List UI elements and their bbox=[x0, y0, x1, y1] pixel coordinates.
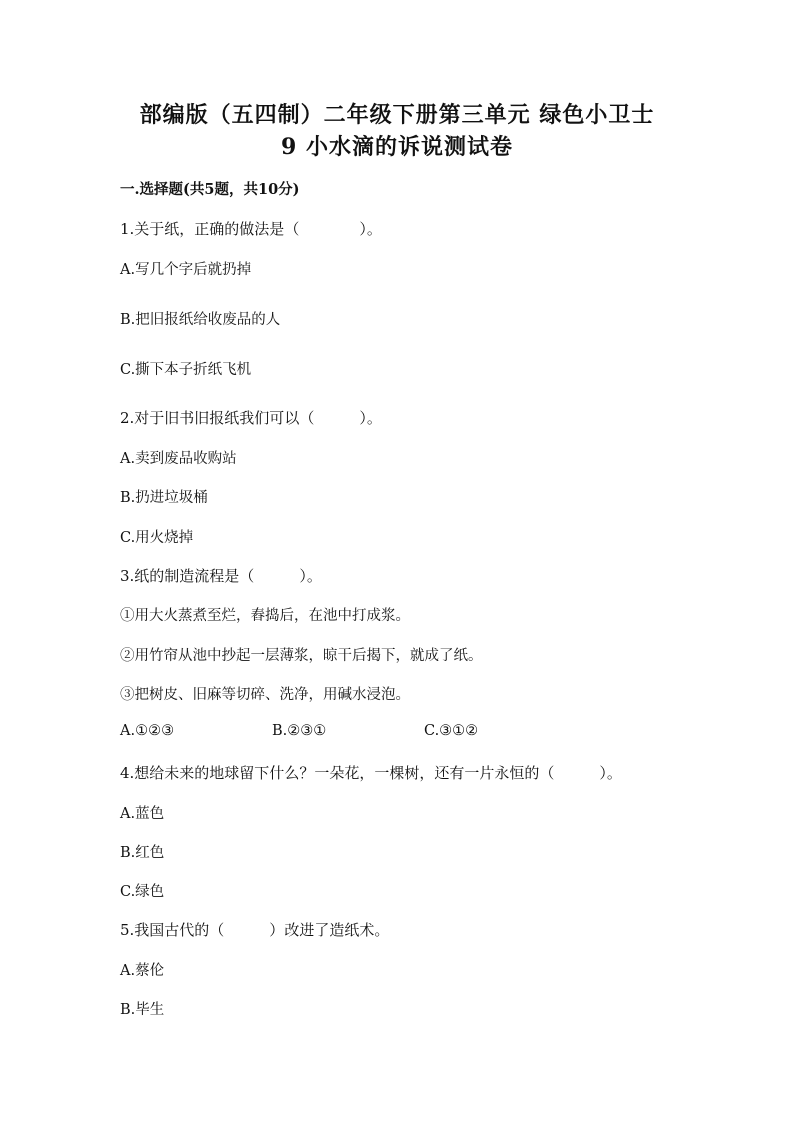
question-4-option-a[interactable]: A.蓝色 bbox=[120, 806, 165, 822]
question-4-stem: 4.想给未来的地球留下什么？一朵花，一棵树，还有一片永恒的（ ）。 bbox=[120, 764, 622, 782]
question-3-option-a[interactable]: A.①②③ bbox=[120, 723, 175, 739]
section-heading: 一.选择题(共5题，共10分) bbox=[120, 181, 300, 198]
question-2-option-a[interactable]: A.卖到废品收购站 bbox=[120, 451, 237, 467]
question-3-option-b[interactable]: B.②③① bbox=[272, 723, 327, 739]
exam-title: 部编版（五四制）二年级下册第三单元 绿色小卫士 bbox=[139, 102, 655, 128]
question-1-option-c[interactable]: C.撕下本子折纸飞机 bbox=[120, 362, 252, 378]
question-4-option-c[interactable]: C.绿色 bbox=[120, 884, 165, 900]
question-5-option-b[interactable]: B.毕生 bbox=[120, 1002, 165, 1018]
question-3-step-2: ②用竹帘从池中抄起一层薄浆，晾干后揭下，就成了纸。 bbox=[120, 648, 483, 664]
question-3-step-1: ①用大火蒸煮至烂，舂捣后，在池中打成浆。 bbox=[120, 608, 410, 624]
question-4-option-b[interactable]: B.红色 bbox=[120, 845, 165, 861]
question-3-option-c[interactable]: C.③①② bbox=[424, 723, 479, 739]
question-2-option-b[interactable]: B.扔进垃圾桶 bbox=[120, 490, 208, 506]
question-3-step-3: ③把树皮、旧麻等切碎、洗净，用碱水浸泡。 bbox=[120, 687, 410, 703]
question-5-stem: 5.我国古代的（ ）改进了造纸术。 bbox=[120, 921, 390, 939]
question-1-stem: 1.关于纸，正确的做法是（ ）。 bbox=[120, 220, 382, 238]
exam-subtitle: 9 小水滴的诉说测试卷 bbox=[281, 134, 513, 160]
question-1-option-b[interactable]: B.把旧报纸给收废品的人 bbox=[120, 312, 281, 328]
question-2-option-c[interactable]: C.用火烧掉 bbox=[120, 530, 194, 546]
question-2-stem: 2.对于旧书旧报纸我们可以（ ）。 bbox=[120, 409, 382, 427]
question-5-option-a[interactable]: A.蔡伦 bbox=[120, 963, 165, 979]
question-3-stem: 3.纸的制造流程是（ ）。 bbox=[120, 567, 322, 585]
question-1-option-a[interactable]: A.写几个字后就扔掉 bbox=[120, 262, 252, 278]
